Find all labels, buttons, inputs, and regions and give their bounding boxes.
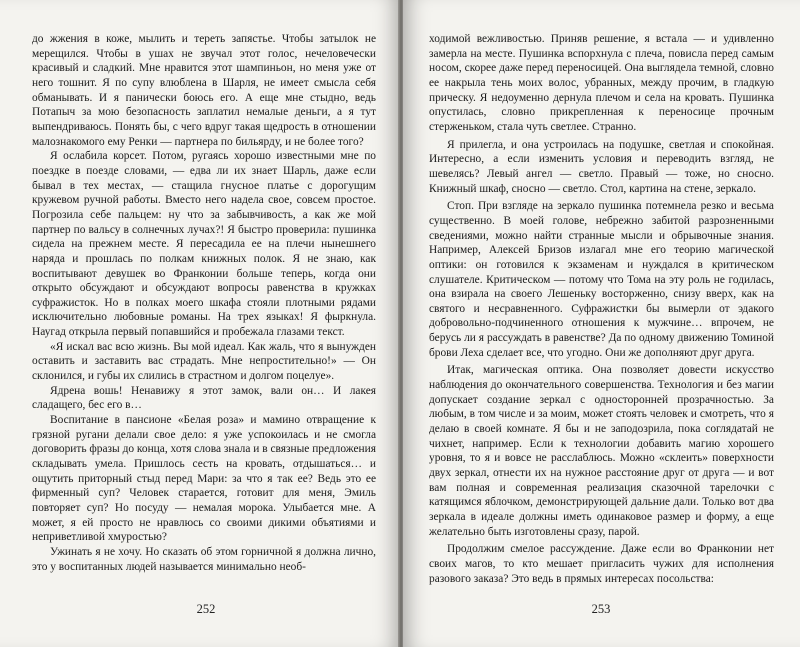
right-page — [403, 0, 800, 647]
paragraph: Итак, магическая оптика. Она позволяет довести искусство наблюдения до окончательного совершенства. Технология и без магии допускает создание зеркал с односторонней прозрачностью. За любым, в том числе и за моим, может стоять человек и смотреть, что я делаю в своей комнате. Я бы и не заподозрила, пока соглядатай не чихнет, например. Если к технологии добавить магию хорошего уровня, то я и вовсе не расслаблюсь. Можно «склеить» поверхности двух зеркал, отнести их на нужное расстояние друг от друга — и вот вам полная и современная реализация сказочной тарелочки с катящимся яблочком, демонстрирующей дальние дали. Только вот два зеркала в идеале должны иметь одинаковое размер и форму, а еще желательно быть изготовлены сразу, парой. — [429, 364, 774, 538]
paragraph: Я прилегла, и она устроилась на подушке, светлая и спокойная. Интересно, а если изменить условия и переводить взгляд, не шевелясь? Левый ангел — светло. Правый — тоже, но сносно. Книжный шкаф, сносно — светло. Стол, картина на стене, зеркало. — [429, 138, 774, 195]
paragraph: Стоп. При взгляде на зеркало пушинка потемнела резко и весьма существенно. В моей голове, небрежно забитой разрозненными сведениями, можно найти странные мысли и обрывочные знания. Например, Алексей Бризов излагал мне его теорию магической оптики: он готовился к экзаменам и нуждался в критическом слушателе. Критическом — потому что Тома на эту роль не годилась, она взирала на своего Лешеньку восторженно, снизу вверх, как на святого и несравненного. Суфражистки бы вымерли от эдакого добровольно-подчиненного отношения к мужчине… впрочем, не берусь ли я рассуждать в равенстве? Да по одному движению Томиной брови Леха сделает все, что угодно. Они же дополняют друг друга. — [429, 200, 774, 359]
paragraph: «Я искал вас всю жизнь. Вы мой идеал. Как жаль, что я вынужден оставить и заставить вас страдать. Мне непростительно!» — Он склонился, и губы их слились в страстном и долгом поцелуе». — [32, 340, 376, 383]
page-number: 253 — [591, 602, 611, 616]
paragraph: Воспитание в пансионе «Белая роза» и мамино отвращение к грязной ругани делали свое дело: я уже успокоилась и не смогла договорить фразы до конца, хотя слова знала и в связные предложения складывать умела. Пришлось сесть на кровать, отдышаться… и ощутить приторный стыд перед Мари: за что я так ее? Ведь это ее фирменный суп? Человек старается, готовит для меня, Эмиль повторяет суп? Но посуду — немалая морока. Улыбается мне. А может, я ей просто не нравлюсь со своими дикими объятиями и неприветливой хмуростью? — [32, 414, 376, 544]
paragraph: Я ослабила корсет. Потом, ругаясь хорошо известными мне по поездке в поезде словами, — едва ли их знает Шарль, даже если бывал в тех местах, — стащила гнусное платье с дорогущим кружевом ручной работы. Вместо него надела свое, совсем простое. Погрозила себе пальцем: ну что за забывчивость, а как же мой партнер по вальсу в солнечных лучах?! Я быстро проверила: пушинка сидела на прежнем месте. Я пересадила ее на плечи нынешнего наряда и прошлась по полкам книжных полок. Я не знаю, как воспитывают девушек во Франконии больше теперь, когда они открыто обсуждают и обсуждают вопросы равенства в кружках суфражисток. Но в полках моего шкафа стояли плотными рядами исключительно любовные романы. На трех языках! Я фыркнула. Наугад открыла первый попавшийся и пробежала глазами текст. — [32, 150, 376, 339]
paragraph: до жжения в коже, мылить и тереть запястье. Чтобы затылок не мерещился. Чтобы в ушах не звучал этот голос, нечеловечески красивый и сладкий. Мне нравится этот шампиньон, но меня уже от него тошнит. Я по супу влюблена в Шарля, не имеет смысла себя обманывать. И я панически боюсь его. А еще мне стыдно, ведь Потапыч за мою безопасность заплатил немалые деньги, а я тут выпендриваюсь. Понять бы, с чего вдруг такая щедрость в отношении малознакомого ему Ренки — партнера по бильярду, и не более того? — [32, 33, 376, 148]
left-page-text — [32, 32, 376, 574]
right-page-text — [429, 32, 774, 586]
page-number: 252 — [196, 602, 216, 616]
paragraph: Ужинать я не хочу. Но сказать об этом горничной я должна лично, это у воспитанных людей называется минимально необ- — [32, 545, 376, 573]
paragraph: ходимой вежливостью. Приняв решение, я встала — и удивленно замерла на месте. Пушинка вспорхнула с плеча, повисла перед самым носом, скорее даже перед переносицей. Она выглядела темной, словно ее накрыла тень моих волос, убранных, между прочим, в гладкую прическу. Я недоуменно дернула плечом и села на кровать. Пушинка опустилась, словно прикрепленная к переносице прочным стерженьком, стала чуть светлее. Странно. — [429, 33, 774, 133]
paragraph: Ядрена вошь! Ненавижу я этот замок, вали он… И лакея сладащего, бес его в… — [32, 384, 376, 412]
paragraph: Продолжим смелое рассуждение. Даже если во Франконии нет своих магов, то кто мешает пригласить чужих для исполнения разового заказа? Это ведь в прямых интересах посольства: — [429, 543, 774, 585]
